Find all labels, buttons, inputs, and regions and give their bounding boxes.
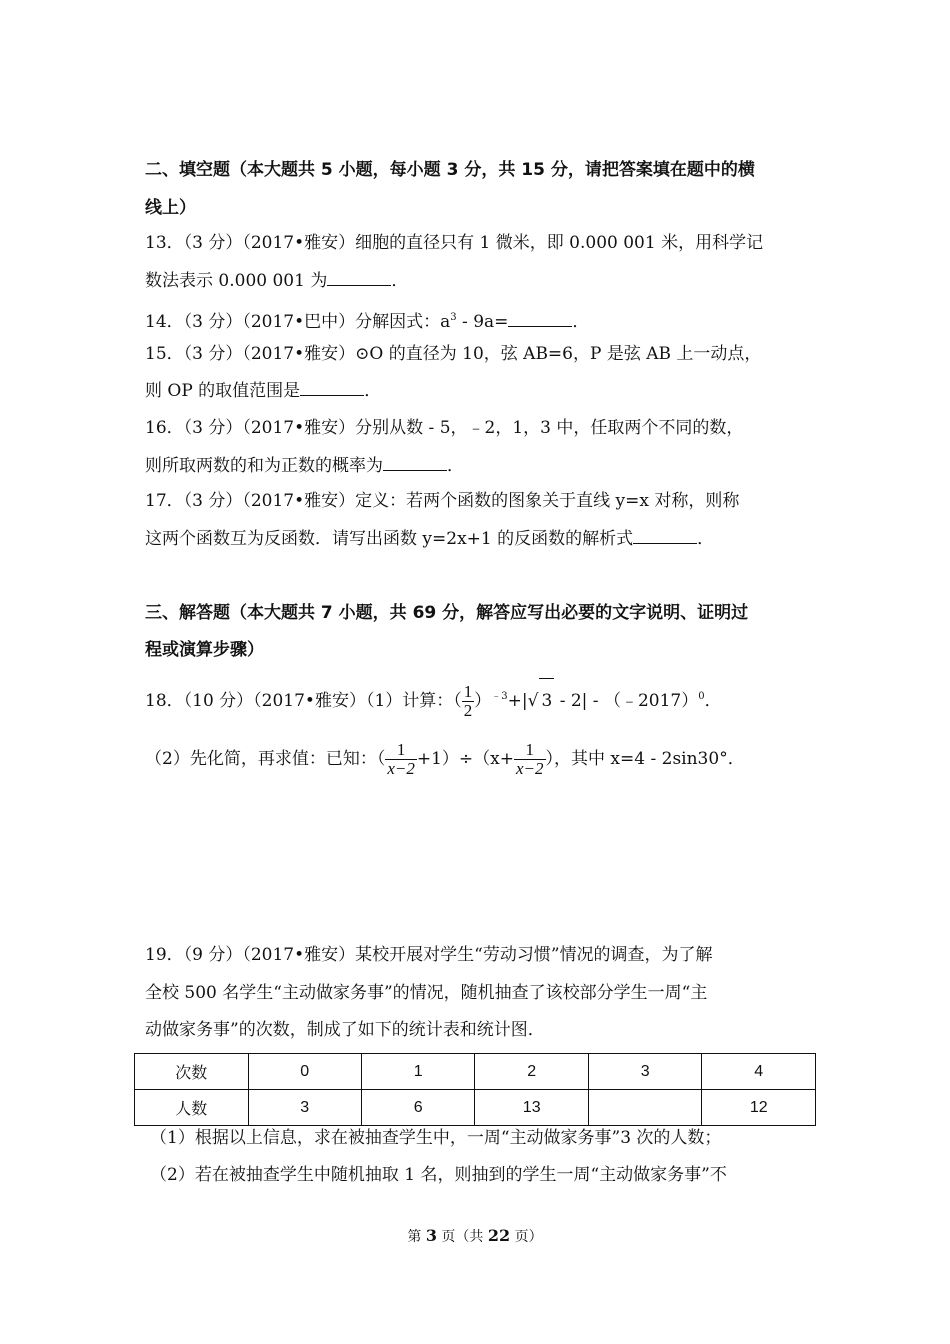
answer-blank [508,310,572,327]
question-17-line-1: 17．（3 分）（2017•雅安）定义：若两个函数的图象关于直线 y=x 对称，则称 [145,491,740,511]
table-cell: 6 [361,1090,474,1126]
question-18-part-2 [145,737,815,781]
table-cell: 3 [248,1090,361,1126]
question-17-end: ． [697,529,715,549]
fraction-one-half [462,683,475,720]
table-cell: 4 [702,1054,816,1090]
question-18-part-1 [145,675,815,723]
table-cell: 1 [361,1054,474,1090]
question-13-end: ． [391,271,409,291]
question-19-line-3: 动做家务事”的次数，制成了如下的统计表和统计图． [145,1020,545,1040]
table-row [135,1090,816,1126]
question-15-line-2 [145,379,815,403]
table-cell: 0 [248,1054,361,1090]
table-cell: 2 [475,1054,589,1090]
page-footer [0,1226,950,1246]
footer-pre: 第 [407,1229,426,1245]
question-17-line-2 [145,527,815,551]
close-paren: ） [474,691,492,711]
footer-post: 页） [510,1229,543,1245]
question-16-line-2 [145,454,815,478]
table-cell: 人数 [135,1090,249,1126]
section-3-heading-line-1: 三、解答题（本大题共 7 小题，共 69 分，解答应写出必要的文字说明、证明过 [145,603,749,623]
question-18-part2-suffix: ），其中 x=4 - 2sin30°． [545,749,745,769]
question-15-line-1: 15．（3 分）（2017•雅安）⊙O 的直径为 10，弦 AB=6，P 是弦 AB 上一动点， [145,344,762,364]
question-18-part2-mid: +1）÷（x+ [416,749,514,769]
question-19-line-1: 19．（9 分）（2017•雅安）某校开展对学生“劳动习惯”情况的调查，为了解 [145,945,713,965]
question-17-text: 这两个函数互为反函数．请写出函数 y=2x+1 的反函数的解析式 [145,529,634,549]
question-19-sub-1: （1）根据以上信息，求在被抽查学生中，一周“主动做家务事”3 次的人数； [150,1128,722,1148]
fraction-numerator: 1 [463,682,473,701]
page-number: 3 [425,1226,437,1245]
fraction-numerator: 1 [396,740,406,759]
fraction-numerator: 1 [525,740,535,759]
question-13-text: 数法表示 0.000 001 为 [145,271,328,291]
fraction-denominator: x−2 [387,759,415,778]
table-cell: 13 [475,1090,589,1126]
question-16-text: 则所取两数的和为正数的概率为 [145,456,383,476]
table-cell: 3 [588,1054,701,1090]
statistics-table [134,1053,816,1126]
question-15-text: 则 OP 的取值范围是 [145,381,301,401]
question-18-part2-prefix: （2）先化简，再求值：已知：（ [145,749,386,769]
table-cell: 12 [702,1090,816,1126]
abs-open: +| [507,691,528,711]
answer-blank [383,454,447,471]
question-19-line-2: 全校 500 名学生“主动做家务事”的情况，随机抽查了该校部分学生一周“主 [145,983,708,1003]
table-cell [588,1090,701,1126]
answer-blank [300,379,364,396]
question-13-line-2 [145,269,815,293]
fraction-denominator: x−2 [516,759,544,778]
question-18-prefix: 18．（10 分）（2017•雅安）（1）计算：（ [145,691,462,711]
question-16-line-1: 16．（3 分）（2017•雅安）分别从数 - 5，﹣2，1，3 中，任取两个不同的数， [145,418,744,438]
question-19-sub-2: （2）若在被抽查学生中随机抽取 1 名，则抽到的学生一周“主动做家务事”不 [150,1165,727,1185]
question-16-end: ． [447,456,464,476]
table-row [135,1054,816,1090]
question-13-line-1: 13．（3 分）（2017•雅安）细胞的直径只有 1 微米，即 0.000 001 米，用科学记 [145,233,764,253]
sqrt-radicand: 3 [539,678,554,723]
exponent: ﹣3 [491,691,508,702]
table-cell: 次数 [135,1054,249,1090]
question-14-end: ． [572,312,590,332]
fraction-1-over-x-minus-2 [385,741,417,778]
question-14 [145,306,815,334]
section-2-heading-line-1: 二、填空题（本大题共 5 小题，每小题 3 分，共 15 分，请把答案填在题中的横 [145,160,755,180]
answer-blank [327,269,391,286]
fraction-1-over-x-minus-2 [514,741,546,778]
footer-mid: 页（共 [436,1229,488,1245]
question-15-end: ． [364,381,382,401]
answer-blank [633,527,697,544]
abs-rest: - 2| - （﹣2017） [554,691,699,711]
question-18-end: ． [704,691,722,711]
question-14-prefix: 14．（3 分）（2017•巴中）分解因式：a [145,312,451,332]
question-14-mid: - 9a= [456,312,509,332]
section-3-heading-line-2: 程或演算步骤） [145,640,264,660]
exponent-zero: 0 [698,691,705,702]
total-pages: 22 [487,1226,511,1245]
sqrt-icon: √ [527,691,539,711]
fraction-denominator: 2 [463,701,473,720]
exponent: 3 [450,312,457,323]
section-2-heading-line-2: 线上） [145,198,196,218]
